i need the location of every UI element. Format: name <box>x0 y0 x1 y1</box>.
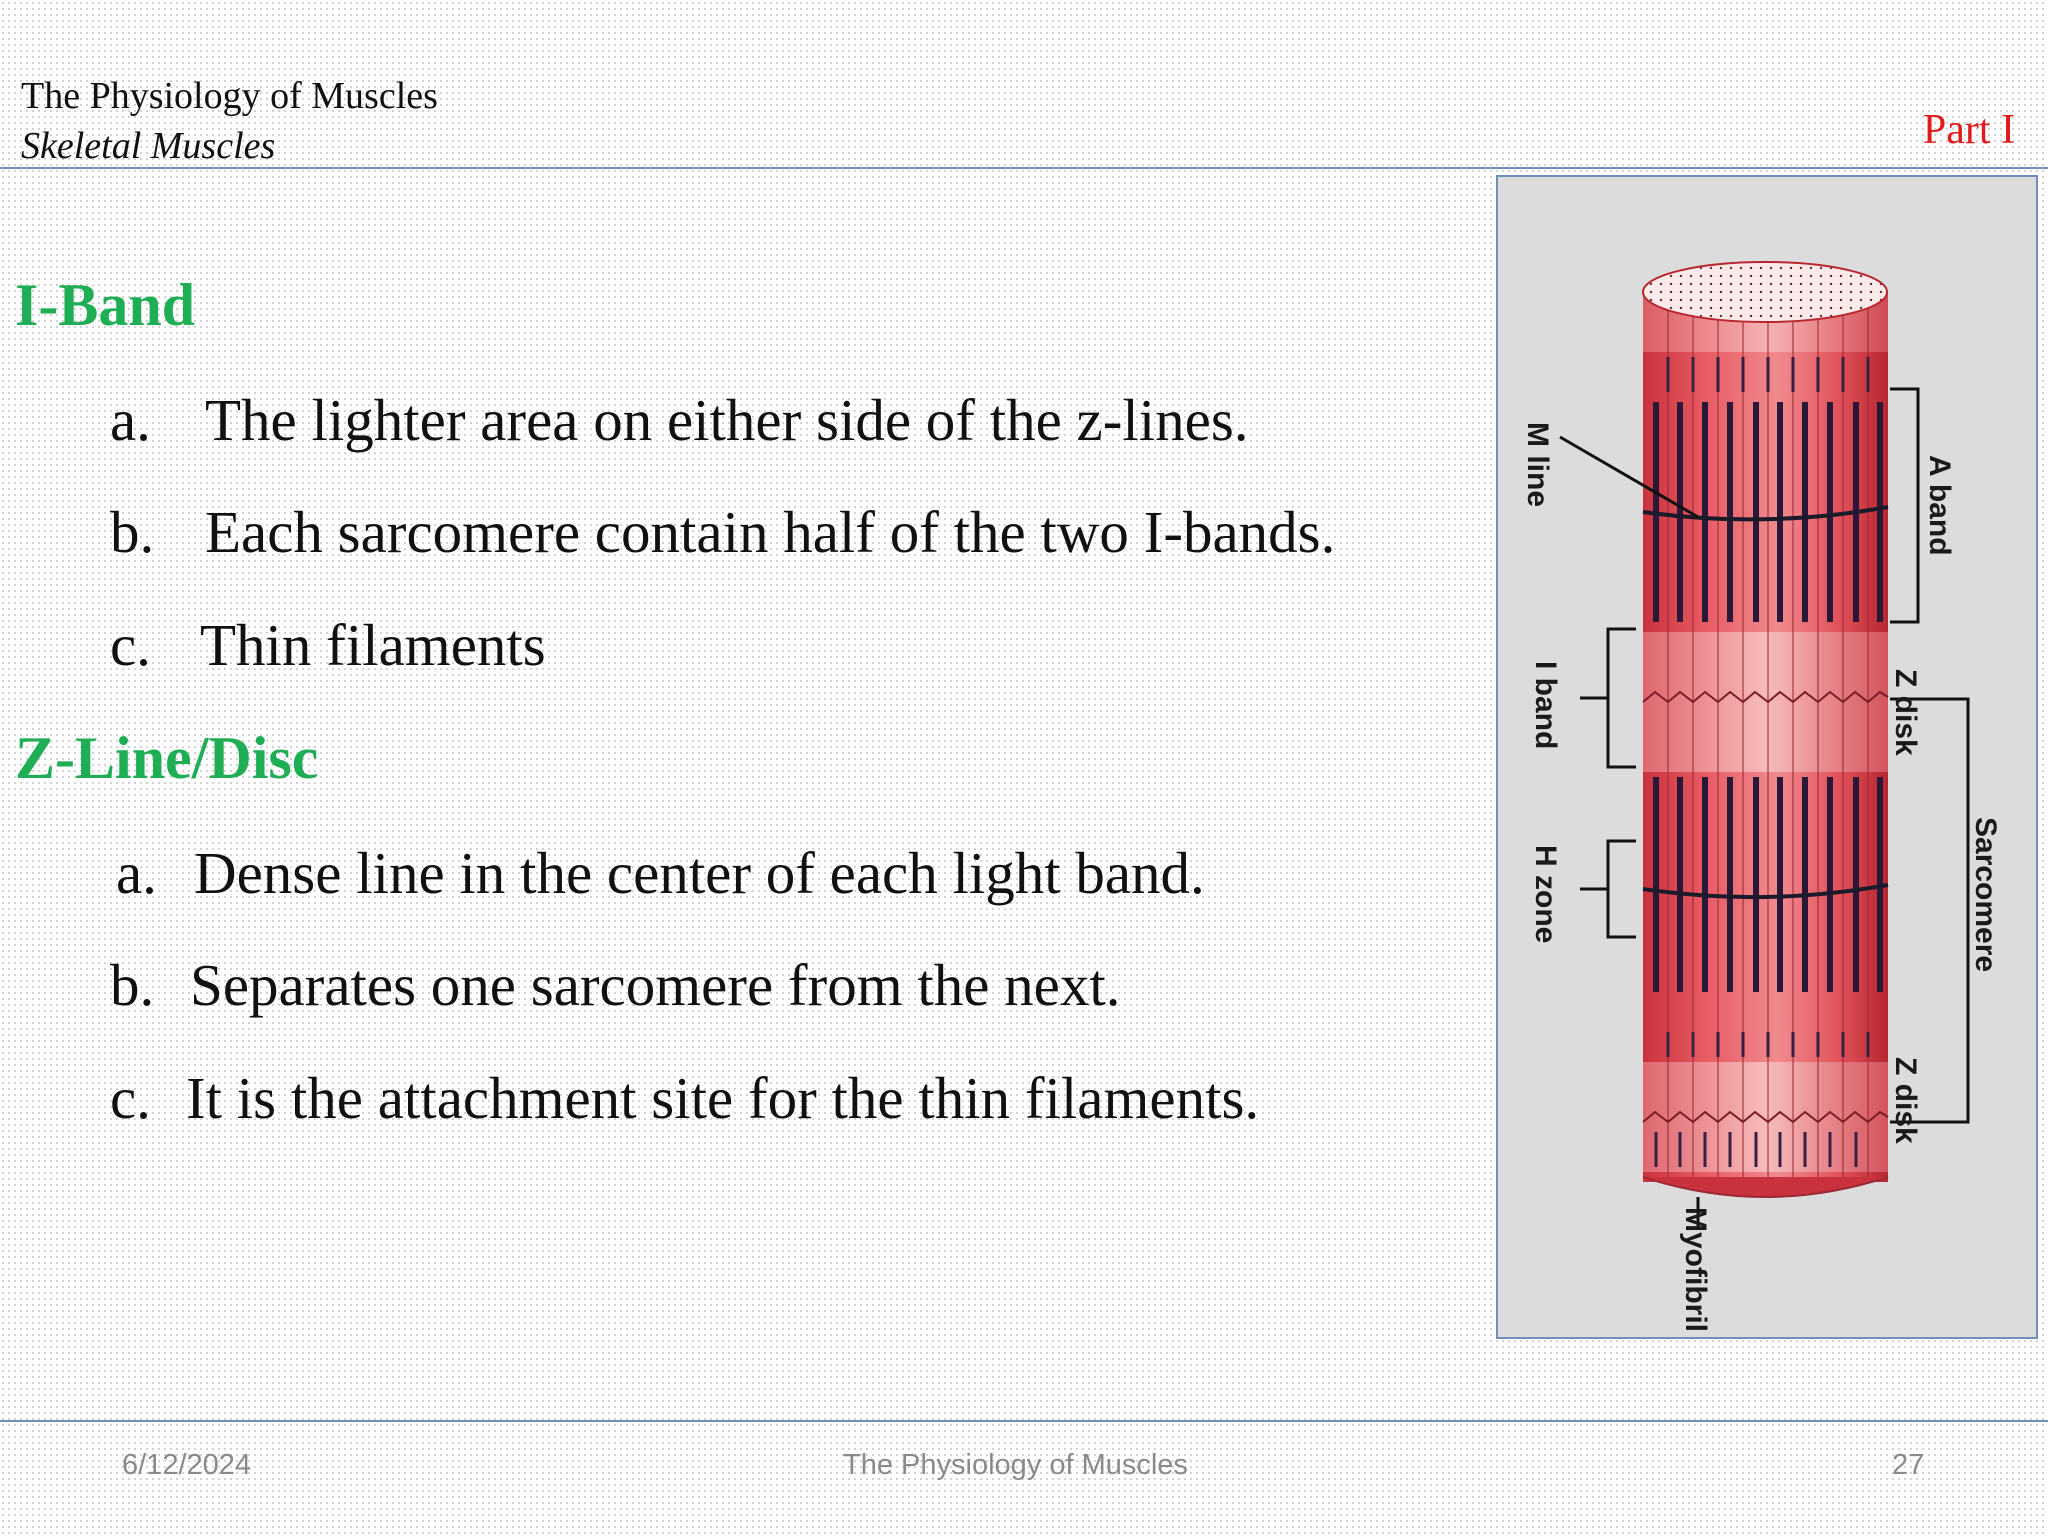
z-line-item-b <box>110 950 1121 1020</box>
i-band-item-b <box>110 497 1335 567</box>
label-sarcomere: Sarcomere <box>1969 817 2002 973</box>
z-line-item-c <box>110 1063 1259 1133</box>
list-item-text: Separates one sarcomere from the next. <box>190 952 1121 1018</box>
slide-part-label: Part I <box>1922 107 2015 153</box>
myofibril-svg <box>1498 177 2036 1337</box>
list-item-text: Thin filaments <box>200 612 546 678</box>
list-item-text: The lighter area on either side of the z-lines. <box>205 387 1249 453</box>
list-marker: a. <box>116 840 157 906</box>
myofibril-diagram <box>1496 175 2038 1339</box>
footer-divider <box>0 1420 2048 1422</box>
list-item-text: Each sarcomere contain half of the two I-bands. <box>205 499 1336 565</box>
myofibril-cap <box>1643 262 1887 322</box>
label-z-disk-top: Z disk <box>1889 669 1922 756</box>
list-marker: a. <box>110 387 151 453</box>
i-band-item-a <box>110 385 1249 455</box>
list-item-text: Dense line in the center of each light band. <box>194 840 1205 906</box>
footer-date: 6/12/2024 <box>122 1449 252 1481</box>
label-m-line: M line <box>1521 422 1554 508</box>
i-band-item-c <box>110 610 546 680</box>
list-marker: c. <box>110 1065 151 1131</box>
label-i-band: I band <box>1529 661 1562 750</box>
label-a-band: A band <box>1923 455 1956 556</box>
list-marker: b. <box>110 952 155 1018</box>
myofibril-bottom <box>1643 1177 1888 1197</box>
label-h-zone: H zone <box>1529 845 1562 944</box>
i-band-zone <box>1643 632 1888 772</box>
label-myofibril: Myofibril <box>1679 1207 1712 1332</box>
slide-header-subtitle: Skeletal Muscles <box>21 125 276 167</box>
section-heading-z-line: Z-Line/Disc <box>15 725 319 791</box>
footer-page-number: 27 <box>1892 1449 1925 1481</box>
list-marker: c. <box>110 612 151 678</box>
list-item-text: It is the attachment site for the thin filaments. <box>186 1065 1260 1131</box>
z-line-item-a <box>116 838 1205 908</box>
slide-header-title: The Physiology of Muscles <box>21 75 438 117</box>
footer-title: The Physiology of Muscles <box>843 1449 1188 1481</box>
label-z-disk-bottom: Z disk <box>1889 1057 1922 1144</box>
header-divider <box>0 167 2048 169</box>
list-marker: b. <box>110 499 155 565</box>
section-heading-i-band: I-Band <box>15 272 196 338</box>
